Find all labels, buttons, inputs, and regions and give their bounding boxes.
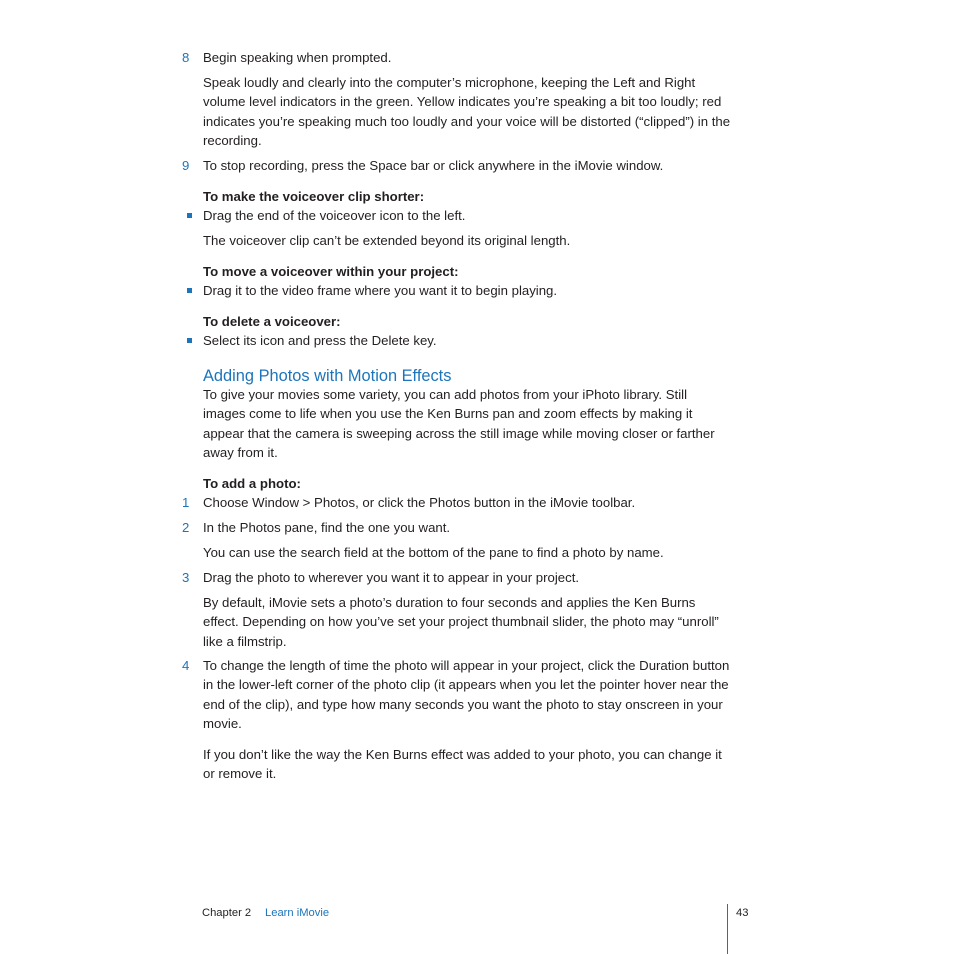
section-heading: Adding Photos with Motion Effects	[203, 367, 452, 385]
closing-paragraph: If you don’t like the way the Ken Burns effect was added to your photo, you can change it or remove it.	[203, 747, 722, 782]
task-title-add-photo: To add a photo:	[203, 476, 301, 491]
step-number: 1	[182, 495, 190, 510]
bullet-item	[203, 206, 733, 225]
bullet-text: Select its icon and press the Delete key.	[203, 333, 437, 348]
step-number: 3	[182, 570, 190, 585]
step-4	[182, 656, 733, 734]
step-number: 4	[182, 658, 190, 673]
bullet-item	[203, 331, 733, 350]
bullet-item	[203, 281, 733, 300]
bullet-square-icon	[187, 213, 192, 218]
step-9	[182, 156, 733, 175]
shorter-note: The voiceover clip can’t be extended beyond its original length.	[203, 233, 571, 248]
step-8-detail: Speak loudly and clearly into the computer’s microphone, keeping the Left and Right volume level indicators in the green. Yellow indicates you’re speaking a bit too loudly; red indicates you’re speaking much too loudly and your voice will be distorted (“clipped”) in the recording.	[203, 75, 731, 149]
step-2	[182, 518, 733, 537]
footer-chapter-label: Chapter 2	[202, 907, 252, 919]
step-text: To change the length of time the photo will appear in your project, click the Duration button in the lower-left corner of the photo clip (it appears when you let the pointer hover near the end of the clip), and type how many seconds you want the photo to stay onscreen in your movie.	[203, 658, 730, 732]
task-title-move: To move a voiceover within your project:	[203, 264, 459, 279]
page-number: 43	[736, 907, 749, 919]
footer-chapter	[202, 905, 251, 921]
step-number: 2	[182, 520, 190, 535]
step-1	[182, 493, 733, 512]
bullet-text: Drag the end of the voiceover icon to the left.	[203, 208, 466, 223]
task-title-shorter: To make the voiceover clip shorter:	[203, 189, 425, 204]
step-number: 8	[182, 50, 190, 65]
step-3	[182, 568, 733, 587]
footer-chapter-title: Learn iMovie	[265, 907, 330, 919]
step-text: In the Photos pane, find the one you want.	[203, 520, 451, 535]
step-text: Choose Window > Photos, or click the Photos button in the iMovie toolbar.	[203, 495, 636, 510]
step-8	[182, 48, 733, 67]
step-2-detail: You can use the search field at the bottom of the pane to find a photo by name.	[203, 545, 664, 560]
bullet-text: Drag it to the video frame where you want it to begin playing.	[203, 283, 558, 298]
step-text: Drag the photo to wherever you want it to appear in your project.	[203, 570, 580, 585]
bullet-square-icon	[187, 288, 192, 293]
step-3-detail: By default, iMovie sets a photo’s duration to four seconds and applies the Ken Burns effect. Depending on how you’ve set your project thumbnail slider, the photo may “unroll” like a filmstrip.	[203, 595, 719, 649]
task-title-delete: To delete a voiceover:	[203, 314, 341, 329]
section-intro: To give your movies some variety, you can add photos from your iPhoto library. Still images come to life when you use the Ken Burns pan and zoom effects by making it appear that the camera is sweeping across the still image while moving closer or farther away from it.	[203, 387, 715, 461]
step-text: To stop recording, press the Space bar or click anywhere in the iMovie window.	[203, 158, 664, 173]
step-text: Begin speaking when prompted.	[203, 50, 392, 65]
footer-divider	[727, 904, 728, 954]
bullet-square-icon	[187, 338, 192, 343]
step-number: 9	[182, 158, 190, 173]
